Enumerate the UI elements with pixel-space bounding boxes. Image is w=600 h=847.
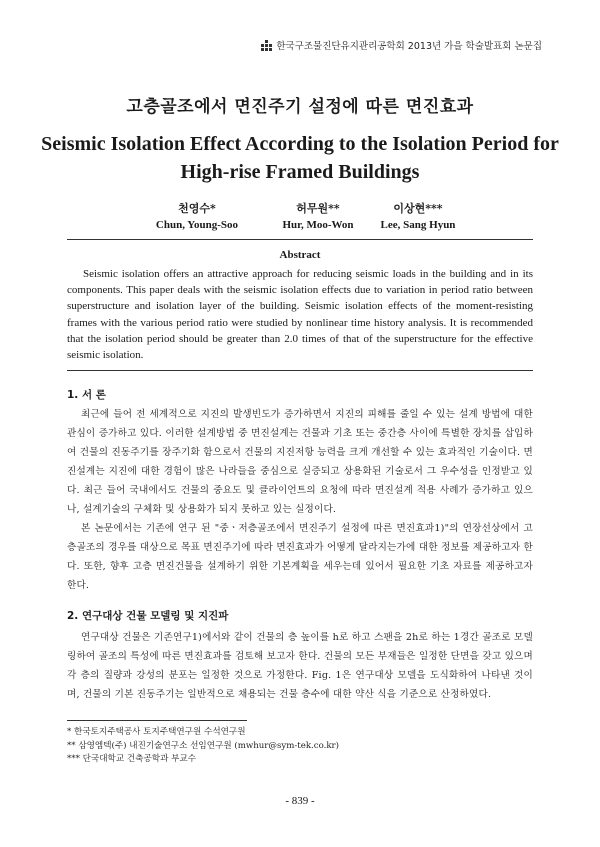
dots-logo-icon (261, 40, 272, 51)
footnote-1: * 한국토지주택공사 토지주택연구원 수석연구원 (67, 727, 246, 737)
author-3 (338, 200, 498, 231)
page-number: - 839 - (285, 795, 315, 807)
footnotes (67, 726, 533, 767)
footnote-3: *** 단국대학교 건축공학과 부교수 (67, 754, 197, 764)
running-header (261, 38, 542, 52)
footnote-2: ** 삼영엠텍(주) 내진기술연구소 선임연구원 (mwhur@sym-tek.co.kr) (67, 740, 340, 751)
author-3-english: Lee, Sang Hyun (380, 219, 456, 231)
abstract-top-rule (67, 239, 533, 240)
abstract-heading: Abstract (279, 249, 321, 261)
abstract-body: Seismic isolation offers an attractive approach for reducing seismic loads in the building and in its components. This paper deals with the seismic isolation effects due to variation in period ratio between superstructure and isolation layer of the building. Seismic isolation effects of the moment-resisting frames with the various period ratio were studied by nonlinear time history analysis. It is recommended that the isolation period should be greater than 2.0 times of that of the superstructure for the effective seismic isolation. (67, 268, 533, 362)
section-1-paragraph-1: 최근에 들어 전 세계적으로 지진의 발생빈도가 증가하면서 지진의 피해를 줄일 수 있는 설계 방법에 대한 관심이 증가하고 있다. 이러한 설계방법 중 면진설계는 건물과 기초 또는 중간층 사이에 특별한 장치를 삽입하여 건물의 진동주기를 장주기화 함으로서 건물의 지진저항 능력을 크게 개선할 수 있는 효과적인 기술이다. 면진설계는 지진에 대한 경험이 많은 나라들을 중심으로 실증되고 상용화된 기술로서 그 우수성을 인정받고 있다. 최근 들어 국내에서도 건물의 중요도 및 클라이언트의 요청에 따라 면진설계 적용 사례가 증가하고 있으나, 설계기술의 구체화 및 상용화가 되지 못하고 있는 실정이다. (67, 409, 533, 515)
author-1-english: Chun, Young-Soo (155, 219, 239, 231)
footnote-rule (67, 720, 247, 721)
section-1-paragraph-2: 본 논문에서는 기존에 연구 된 "중ㆍ저층골조에서 면진주기 설정에 따른 면진효과1)"의 연장선상에서 고층골조의 경우를 대상으로 목표 면진주기에 따라 면진효과가 어떻게 달라지는가에 대한 정보를 제공하고자 한다. 또한, 향후 고층 면진건물을 설계하기 위한 기본계획을 세우는데 있어서 필요한 기초 자료를 제공하고자 한다. (67, 523, 533, 591)
abstract-bottom-rule (67, 370, 533, 371)
author-3-korean: 이상현*** (393, 202, 443, 215)
section-2-paragraph-1: 연구대상 건물은 기존연구1)에서와 같이 건물의 층 높이를 h로 하고 스팬을 2h로 하는 1경간 골조로 모델링하여 골조의 특성에 따른 면진효과를 검토해 보고자 한다. 건물의 모든 부재들은 일정한 단면을 갖고 있으며 각 층의 질량과 강성의 분포는 일정한 것으로 가정한다. Fig. 1은 연구대상 모델을 도식화하여 나타낸 것이며, 건물의 기본 진동주기는 일반적으로 채용되는 건물 층수에 대한 약산 식을 기준으로 산정하였다. (67, 632, 533, 700)
running-header-text: 한국구조물진단유지관리공학회 2013년 가을 학술발표회 논문집 (276, 41, 542, 52)
section-2-title: 2. 연구대상 건물 모델링 및 지진파 (67, 610, 229, 622)
section-1-title: 1. 서 론 (67, 389, 106, 401)
title-english: Seismic Isolation Effect According to the Isolation Period for High-rise Framed Buildings (41, 133, 559, 183)
author-2-korean: 허무원** (296, 202, 340, 215)
title-korean: 고층골조에서 면진주기 설정에 따른 면진효과 (126, 97, 474, 117)
author-1-korean: 천영수* (178, 202, 216, 215)
author-2-english: Hur, Moo-Won (282, 219, 354, 231)
